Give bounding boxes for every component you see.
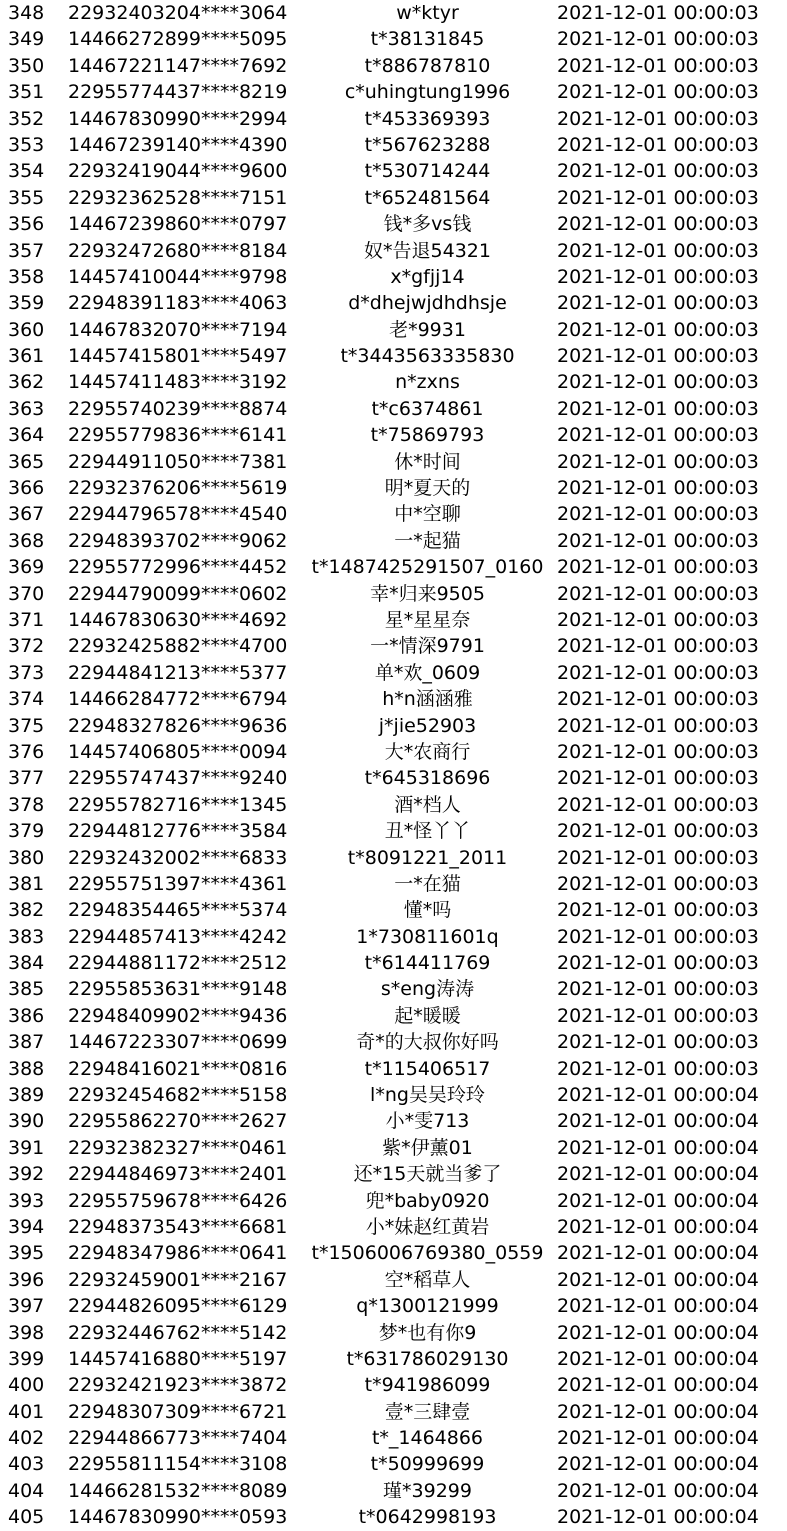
timestamp: 2021-12-01 00:00:03 xyxy=(557,265,759,288)
row-index: 358 xyxy=(8,265,45,288)
table-row xyxy=(0,317,787,343)
user-name: 小*妹赵红黄岩 xyxy=(365,1215,490,1238)
order-number: 14467830990****0593 xyxy=(68,1506,288,1529)
row-index: 394 xyxy=(8,1215,45,1238)
timestamp: 2021-12-01 00:00:03 xyxy=(557,160,759,183)
table-row xyxy=(0,871,787,897)
row-index: 388 xyxy=(8,1057,45,1080)
timestamp: 2021-12-01 00:00:03 xyxy=(557,820,759,843)
order-number: 22948347986****0641 xyxy=(68,1242,288,1265)
row-index: 368 xyxy=(8,529,45,552)
order-number: 14457415801****5497 xyxy=(68,345,288,368)
table-row xyxy=(0,924,787,950)
row-index: 398 xyxy=(8,1321,45,1344)
order-number: 22944812776****3584 xyxy=(68,820,288,843)
user-name: 单*欢_0609 xyxy=(374,661,481,684)
row-index: 401 xyxy=(8,1400,45,1423)
user-name: 星*星星奈 xyxy=(384,608,471,631)
table-row xyxy=(0,1240,787,1266)
table-row xyxy=(0,1478,787,1504)
timestamp: 2021-12-01 00:00:03 xyxy=(557,529,759,552)
order-number: 22932425882****4700 xyxy=(68,635,288,658)
row-index: 351 xyxy=(8,81,45,104)
timestamp: 2021-12-01 00:00:03 xyxy=(557,846,759,869)
timestamp: 2021-12-01 00:00:04 xyxy=(557,1321,759,1344)
timestamp: 2021-12-01 00:00:03 xyxy=(557,978,759,1001)
order-number: 22932454682****5158 xyxy=(68,1084,288,1107)
timestamp: 2021-12-01 00:00:03 xyxy=(557,239,759,262)
row-index: 381 xyxy=(8,872,45,895)
table-row xyxy=(0,396,787,422)
order-number: 22932446762****5142 xyxy=(68,1321,288,1344)
table-row xyxy=(0,686,787,712)
user-name: 休*时间 xyxy=(394,450,461,473)
user-name: t*530714244 xyxy=(364,160,491,183)
timestamp: 2021-12-01 00:00:03 xyxy=(557,213,759,236)
user-name: t*115406517 xyxy=(364,1057,491,1080)
row-index: 356 xyxy=(8,213,45,236)
table-row xyxy=(0,369,787,395)
timestamp: 2021-12-01 00:00:03 xyxy=(557,925,759,948)
user-name: 壹*三肆壹 xyxy=(384,1400,471,1423)
timestamp: 2021-12-01 00:00:03 xyxy=(557,635,759,658)
timestamp: 2021-12-01 00:00:03 xyxy=(557,292,759,315)
row-index: 379 xyxy=(8,820,45,843)
timestamp: 2021-12-01 00:00:04 xyxy=(557,1427,759,1450)
user-name: 老*9931 xyxy=(389,318,466,341)
row-index: 349 xyxy=(8,28,45,51)
table-row xyxy=(0,1029,787,1055)
user-name: q*1300121999 xyxy=(356,1295,499,1318)
table-row xyxy=(0,1425,787,1451)
table-row xyxy=(0,792,787,818)
row-index: 353 xyxy=(8,133,45,156)
row-index: 371 xyxy=(8,608,45,631)
timestamp: 2021-12-01 00:00:04 xyxy=(557,1479,759,1502)
order-number: 22948391183****4063 xyxy=(68,292,288,315)
user-name: t*941986099 xyxy=(364,1374,491,1397)
timestamp: 2021-12-01 00:00:03 xyxy=(557,688,759,711)
order-number: 22955759678****6426 xyxy=(68,1189,288,1212)
table-row xyxy=(0,1082,787,1108)
table-row xyxy=(0,976,787,1002)
order-number: 14467830630****4692 xyxy=(68,608,288,631)
order-number: 22955853631****9148 xyxy=(68,978,288,1001)
order-number: 22944881172****2512 xyxy=(68,952,288,975)
table-row xyxy=(0,1267,787,1293)
timestamp: 2021-12-01 00:00:03 xyxy=(557,872,759,895)
table-row xyxy=(0,211,787,237)
user-name: t*614411769 xyxy=(364,952,491,975)
row-index: 392 xyxy=(8,1163,45,1186)
user-name: w*ktyr xyxy=(396,2,459,24)
row-index: 380 xyxy=(8,846,45,869)
row-index: 399 xyxy=(8,1347,45,1370)
table-row xyxy=(0,264,787,290)
timestamp: 2021-12-01 00:00:03 xyxy=(557,2,759,24)
order-number: 14467223307****0699 xyxy=(68,1031,288,1054)
timestamp: 2021-12-01 00:00:03 xyxy=(557,661,759,684)
row-index: 376 xyxy=(8,740,45,763)
timestamp: 2021-12-01 00:00:03 xyxy=(557,793,759,816)
timestamp: 2021-12-01 00:00:04 xyxy=(557,1215,759,1238)
order-number: 14457411483****3192 xyxy=(68,371,288,394)
row-index: 354 xyxy=(8,160,45,183)
row-index: 352 xyxy=(8,107,45,130)
order-number: 22955747437****9240 xyxy=(68,767,288,790)
table-row xyxy=(0,238,787,264)
order-number: 22948416021****0816 xyxy=(68,1057,288,1080)
timestamp: 2021-12-01 00:00:03 xyxy=(557,556,759,579)
row-index: 396 xyxy=(8,1268,45,1291)
user-name: j*jie52903 xyxy=(378,714,477,737)
row-index: 391 xyxy=(8,1136,45,1159)
table-row xyxy=(0,950,787,976)
timestamp: 2021-12-01 00:00:04 xyxy=(557,1110,759,1133)
timestamp: 2021-12-01 00:00:04 xyxy=(557,1189,759,1212)
order-number: 22955811154****3108 xyxy=(68,1453,288,1476)
table-row xyxy=(0,528,787,554)
order-number: 22944790099****0602 xyxy=(68,582,288,605)
table-row xyxy=(0,475,787,501)
table-row xyxy=(0,1108,787,1134)
table-row xyxy=(0,1188,787,1214)
row-index: 386 xyxy=(8,1004,45,1027)
table-row xyxy=(0,1056,787,1082)
row-index: 390 xyxy=(8,1110,45,1133)
table-row xyxy=(0,26,787,52)
order-number: 22932382327****0461 xyxy=(68,1136,288,1159)
user-name: t*c6374861 xyxy=(371,397,484,420)
order-number: 22948373543****6681 xyxy=(68,1215,288,1238)
user-name: 1*730811601q xyxy=(356,925,499,948)
timestamp: 2021-12-01 00:00:03 xyxy=(557,107,759,130)
row-index: 400 xyxy=(8,1374,45,1397)
timestamp: 2021-12-01 00:00:03 xyxy=(557,133,759,156)
order-number: 22932419044****9600 xyxy=(68,160,288,183)
timestamp: 2021-12-01 00:00:03 xyxy=(557,740,759,763)
order-number: 14466281532****8089 xyxy=(68,1479,288,1502)
user-name: t*645318696 xyxy=(364,767,491,790)
user-name: t*3443563335830 xyxy=(340,345,515,368)
user-name: 起*暖暖 xyxy=(394,1004,461,1027)
order-number: 22955772996****4452 xyxy=(68,556,288,579)
user-name: t*453369393 xyxy=(364,107,491,130)
user-name: s*eng涛涛 xyxy=(380,978,475,1001)
order-number: 22955862270****2627 xyxy=(68,1110,288,1133)
order-number: 22955751397****4361 xyxy=(68,872,288,895)
user-name: l*ng吴吴玲玲 xyxy=(370,1084,485,1107)
order-number: 22944857413****4242 xyxy=(68,925,288,948)
user-name: t*1506006769380_0559 xyxy=(311,1242,544,1265)
user-name: 大*农商行 xyxy=(384,740,471,763)
table-row xyxy=(0,765,787,791)
timestamp: 2021-12-01 00:00:03 xyxy=(557,582,759,605)
order-number: 22955774437****8219 xyxy=(68,81,288,104)
order-number: 14466284772****6794 xyxy=(68,688,288,711)
row-index: 350 xyxy=(8,54,45,77)
table-row xyxy=(0,106,787,132)
row-index: 378 xyxy=(8,793,45,816)
row-index: 370 xyxy=(8,582,45,605)
table-row xyxy=(0,185,787,211)
user-name: 酒*档人 xyxy=(394,793,461,816)
row-index: 363 xyxy=(8,397,45,420)
timestamp: 2021-12-01 00:00:03 xyxy=(557,1057,759,1080)
order-number: 22944866773****7404 xyxy=(68,1427,288,1450)
table-row xyxy=(0,501,787,527)
row-index: 367 xyxy=(8,503,45,526)
row-index: 366 xyxy=(8,477,45,500)
row-index: 393 xyxy=(8,1189,45,1212)
order-number: 22932472680****8184 xyxy=(68,239,288,262)
timestamp: 2021-12-01 00:00:03 xyxy=(557,54,759,77)
order-number: 22932421923****3872 xyxy=(68,1374,288,1397)
row-index: 364 xyxy=(8,424,45,447)
table-row xyxy=(0,554,787,580)
order-number: 22944826095****6129 xyxy=(68,1295,288,1318)
order-number: 22932432002****6833 xyxy=(68,846,288,869)
order-number: 14467239140****4390 xyxy=(68,133,288,156)
user-name: 奴*告退54321 xyxy=(364,239,491,262)
timestamp: 2021-12-01 00:00:03 xyxy=(557,450,759,473)
row-index: 369 xyxy=(8,556,45,579)
row-index: 405 xyxy=(8,1506,45,1529)
order-number: 22932362528****7151 xyxy=(68,186,288,209)
user-name: 紫*伊薰01 xyxy=(382,1136,473,1159)
order-number: 22955782716****1345 xyxy=(68,793,288,816)
row-index: 395 xyxy=(8,1242,45,1265)
user-name: 幸*归来9505 xyxy=(370,582,485,605)
table-row xyxy=(0,132,787,158)
row-index: 383 xyxy=(8,925,45,948)
user-name: t*631786029130 xyxy=(346,1347,509,1370)
user-name: 懂*吗 xyxy=(403,899,452,922)
timestamp: 2021-12-01 00:00:03 xyxy=(557,1031,759,1054)
user-name: 明*夏天的 xyxy=(384,477,471,500)
order-number: 22948354465****5374 xyxy=(68,899,288,922)
order-number: 14466272899****5095 xyxy=(68,28,288,51)
order-number: 22948327826****9636 xyxy=(68,714,288,737)
row-index: 382 xyxy=(8,899,45,922)
table-row xyxy=(0,0,787,26)
table-row xyxy=(0,607,787,633)
table-row xyxy=(0,1293,787,1319)
order-number: 14457410044****9798 xyxy=(68,265,288,288)
table-row xyxy=(0,660,787,686)
table-row xyxy=(0,449,787,475)
timestamp: 2021-12-01 00:00:03 xyxy=(557,899,759,922)
order-number: 14467830990****2994 xyxy=(68,107,288,130)
row-index: 389 xyxy=(8,1084,45,1107)
row-index: 384 xyxy=(8,952,45,975)
order-number: 14467239860****0797 xyxy=(68,213,288,236)
row-index: 360 xyxy=(8,318,45,341)
table-row xyxy=(0,79,787,105)
table-row xyxy=(0,1214,787,1240)
table-row xyxy=(0,53,787,79)
timestamp: 2021-12-01 00:00:04 xyxy=(557,1506,759,1529)
timestamp: 2021-12-01 00:00:03 xyxy=(557,767,759,790)
timestamp: 2021-12-01 00:00:03 xyxy=(557,81,759,104)
user-name: t*75869793 xyxy=(370,424,485,447)
table-row xyxy=(0,713,787,739)
timestamp: 2021-12-01 00:00:03 xyxy=(557,477,759,500)
timestamp: 2021-12-01 00:00:03 xyxy=(557,952,759,975)
row-index: 377 xyxy=(8,767,45,790)
order-number: 14457416880****5197 xyxy=(68,1347,288,1370)
timestamp: 2021-12-01 00:00:03 xyxy=(557,608,759,631)
order-number: 14467221147****7692 xyxy=(68,54,288,77)
order-number: 22944841213****5377 xyxy=(68,661,288,684)
timestamp: 2021-12-01 00:00:03 xyxy=(557,424,759,447)
user-name: t*8091221_2011 xyxy=(347,846,508,869)
order-number: 22944911050****7381 xyxy=(68,450,288,473)
table-row xyxy=(0,1346,787,1372)
user-name: 空*稻草人 xyxy=(384,1268,471,1291)
timestamp: 2021-12-01 00:00:03 xyxy=(557,318,759,341)
timestamp: 2021-12-01 00:00:03 xyxy=(557,186,759,209)
row-index: 403 xyxy=(8,1453,45,1476)
table-row xyxy=(0,158,787,184)
row-index: 362 xyxy=(8,371,45,394)
user-name: t*1487425291507_0160 xyxy=(311,556,544,579)
user-name: 梦*也有你9 xyxy=(378,1321,477,1344)
table-row xyxy=(0,343,787,369)
user-name: 小*雯713 xyxy=(385,1110,470,1133)
row-index: 355 xyxy=(8,186,45,209)
table-row xyxy=(0,1135,787,1161)
user-name: 一*在猫 xyxy=(394,872,461,895)
user-name: t*50999699 xyxy=(370,1453,485,1476)
order-number: 22944846973****2401 xyxy=(68,1163,288,1186)
user-name: d*dhejwjdhdhsje xyxy=(348,292,507,315)
row-index: 404 xyxy=(8,1479,45,1502)
user-name: c*uhingtung1996 xyxy=(344,81,511,104)
timestamp: 2021-12-01 00:00:04 xyxy=(557,1268,759,1291)
row-index: 357 xyxy=(8,239,45,262)
user-name: 丑*怪丫丫 xyxy=(384,820,471,843)
timestamp: 2021-12-01 00:00:03 xyxy=(557,503,759,526)
user-name: 一*情深9791 xyxy=(370,635,485,658)
row-index: 365 xyxy=(8,450,45,473)
timestamp: 2021-12-01 00:00:03 xyxy=(557,345,759,368)
user-name: 瑾*39299 xyxy=(383,1479,472,1502)
table-row xyxy=(0,633,787,659)
order-number: 22948307309****6721 xyxy=(68,1400,288,1423)
row-index: 385 xyxy=(8,978,45,1001)
row-index: 359 xyxy=(8,292,45,315)
user-name: t*_1464866 xyxy=(371,1427,484,1450)
user-name: 一*起猫 xyxy=(394,529,461,552)
order-number: 22932403204****3064 xyxy=(68,2,288,24)
table-row xyxy=(0,1320,787,1346)
order-number: 14467832070****7194 xyxy=(68,318,288,341)
order-number: 22948393702****9062 xyxy=(68,529,288,552)
table-row xyxy=(0,1451,787,1477)
user-name: t*652481564 xyxy=(364,186,491,209)
timestamp: 2021-12-01 00:00:04 xyxy=(557,1136,759,1159)
timestamp: 2021-12-01 00:00:04 xyxy=(557,1242,759,1265)
user-name: t*0642998193 xyxy=(358,1506,497,1529)
table-row xyxy=(0,1372,787,1398)
timestamp: 2021-12-01 00:00:03 xyxy=(557,1004,759,1027)
table-row xyxy=(0,1161,787,1187)
table-row xyxy=(0,897,787,923)
table-row xyxy=(0,818,787,844)
user-name: 还*15天就当爹了 xyxy=(353,1163,502,1186)
timestamp: 2021-12-01 00:00:04 xyxy=(557,1453,759,1476)
timestamp: 2021-12-01 00:00:03 xyxy=(557,397,759,420)
timestamp: 2021-12-01 00:00:03 xyxy=(557,371,759,394)
row-index: 387 xyxy=(8,1031,45,1054)
timestamp: 2021-12-01 00:00:04 xyxy=(557,1163,759,1186)
timestamp: 2021-12-01 00:00:04 xyxy=(557,1374,759,1397)
table-row xyxy=(0,1399,787,1425)
user-name: 奇*的大叔你好吗 xyxy=(356,1031,499,1054)
user-name: 钱*多vs钱 xyxy=(383,213,472,236)
user-name: 兜*baby0920 xyxy=(365,1189,490,1212)
user-name: t*38131845 xyxy=(370,28,485,51)
row-index: 397 xyxy=(8,1295,45,1318)
timestamp: 2021-12-01 00:00:03 xyxy=(557,28,759,51)
timestamp: 2021-12-01 00:00:04 xyxy=(557,1400,759,1423)
order-number: 22932459001****2167 xyxy=(68,1268,288,1291)
user-name: t*886787810 xyxy=(364,54,491,77)
row-index: 375 xyxy=(8,714,45,737)
user-name: t*567623288 xyxy=(364,133,491,156)
table-row xyxy=(0,739,787,765)
order-number: 22948409902****9436 xyxy=(68,1004,288,1027)
order-number: 14457406805****0094 xyxy=(68,740,288,763)
user-name: h*n涵涵雅 xyxy=(382,688,473,711)
table-row xyxy=(0,581,787,607)
timestamp: 2021-12-01 00:00:03 xyxy=(557,714,759,737)
timestamp: 2021-12-01 00:00:04 xyxy=(557,1295,759,1318)
user-name: n*zxns xyxy=(395,371,460,394)
table-row xyxy=(0,845,787,871)
order-number: 22944796578****4540 xyxy=(68,503,288,526)
order-number: 22955779836****6141 xyxy=(68,424,288,447)
row-index: 373 xyxy=(8,661,45,684)
table-row xyxy=(0,1504,787,1530)
user-name: x*gfjj14 xyxy=(390,265,465,288)
timestamp: 2021-12-01 00:00:04 xyxy=(557,1084,759,1107)
table-row xyxy=(0,290,787,316)
row-index: 361 xyxy=(8,345,45,368)
row-index: 402 xyxy=(8,1427,45,1450)
user-name: 中*空聊 xyxy=(394,503,461,526)
order-number: 22955740239****8874 xyxy=(68,397,288,420)
timestamp: 2021-12-01 00:00:04 xyxy=(557,1347,759,1370)
table-row xyxy=(0,1003,787,1029)
row-index: 372 xyxy=(8,635,45,658)
order-number: 22932376206****5619 xyxy=(68,477,288,500)
row-index: 374 xyxy=(8,688,45,711)
row-index: 348 xyxy=(8,2,45,24)
table-row xyxy=(0,422,787,448)
